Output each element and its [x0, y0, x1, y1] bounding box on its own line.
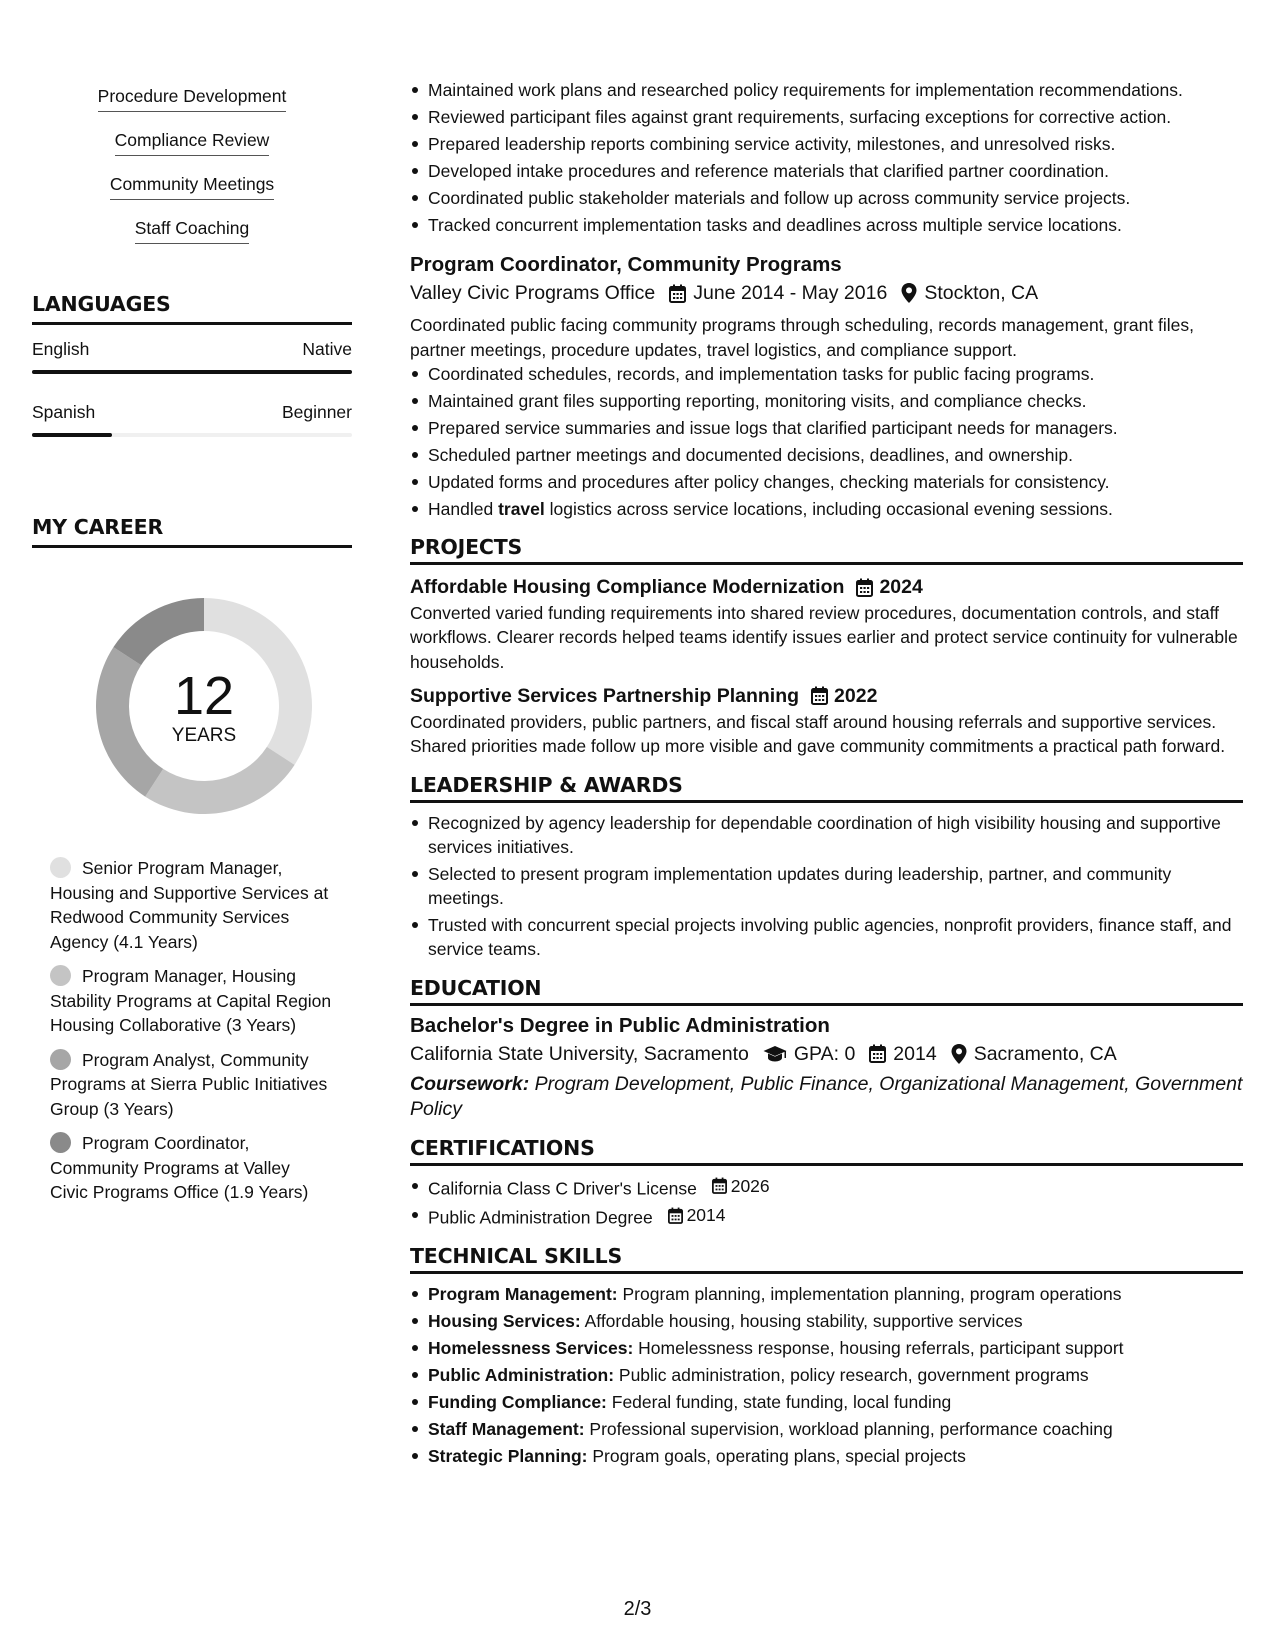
bullet-item: Recognized by agency leadership for dependable coordination of high visibility housing and supportive services initiatives. — [410, 811, 1243, 860]
education-heading: EDUCATION — [410, 976, 1243, 1006]
career-legend — [32, 856, 332, 1205]
legend-dot-icon — [50, 965, 71, 986]
main-content — [410, 78, 1243, 1471]
bullet-item: Maintained grant files supporting reporting, monitoring visits, and compliance checks. — [410, 389, 1243, 413]
project-item — [410, 573, 1243, 674]
strength-item: Community Meetings — [110, 172, 274, 200]
language-proficiency-fill — [32, 433, 112, 437]
project-title: Affordable Housing Compliance Modernization — [410, 576, 845, 599]
job-title: Program Coordinator, Community Programs — [410, 253, 842, 277]
career-legend-text: Program Analyst, Community Programs at Sierra Public Initiatives Group (3 Years) — [50, 1049, 328, 1119]
skill-label: Homelessness Services: — [428, 1338, 634, 1359]
skill-value: Homelessness response, housing referrals, participant support — [633, 1338, 1124, 1359]
language-english — [32, 339, 352, 374]
strength-item: Staff Coaching — [135, 216, 249, 244]
gpa: GPA: 0 — [793, 1042, 856, 1065]
bullet-item: Selected to present program implementation updates during leadership, partner, and community meetings. — [410, 862, 1243, 911]
coursework-label: Coursework: — [410, 1072, 530, 1095]
projects-heading: PROJECTS — [410, 535, 1243, 565]
bullet-bold-text: travel — [498, 498, 545, 519]
job-bullets — [410, 362, 1243, 521]
language-proficiency-bar — [32, 433, 352, 437]
career-total-label: YEARS — [171, 725, 237, 746]
career-donut-chart — [84, 586, 324, 826]
calendar-icon — [811, 686, 828, 705]
career-legend-text: Program Manager, Housing Stability Programs at Capital Region Housing Collaborative (3 Years) — [50, 966, 332, 1035]
career-legend-item — [50, 1131, 332, 1205]
bullet-item: Prepared service summaries and issue logs that clarified participant needs for managers. — [410, 416, 1243, 440]
bullet-item: Prepared leadership reports combining service activity, milestones, and unresolved risks. — [410, 132, 1243, 156]
strengths-list — [32, 84, 352, 260]
bullet-item — [410, 497, 1243, 521]
language-level: Beginner — [281, 402, 352, 422]
project-year: 2024 — [879, 576, 923, 599]
calendar-icon — [669, 284, 686, 303]
bullet-item: Coordinated public stakeholder materials and follow up across community service projects. — [410, 186, 1243, 210]
skill-item — [410, 1336, 1243, 1360]
calendar-icon — [856, 578, 873, 597]
bullet-item: Scheduled partner meetings and documented decisions, deadlines, and ownership. — [410, 443, 1243, 467]
skill-item — [410, 1417, 1243, 1441]
language-spanish — [32, 402, 352, 437]
skill-label: Housing Services: — [428, 1311, 581, 1332]
bullet-item: Trusted with concurrent special projects involving public agencies, nonprofit providers, finance staff, and service teams. — [410, 913, 1243, 962]
certification-year: 2014 — [686, 1205, 726, 1226]
skill-label: Staff Management: — [428, 1419, 585, 1440]
bullet-item: Developed intake procedures and reference materials that clarified partner coordination. — [410, 159, 1243, 183]
education-meta — [410, 1040, 1243, 1068]
skill-item — [410, 1390, 1243, 1414]
skill-item — [410, 1444, 1243, 1468]
skill-item — [410, 1309, 1243, 1333]
page-number: 2/3 — [623, 1598, 652, 1620]
certification-name: California Class C Driver's License — [428, 1178, 697, 1199]
map-pin-icon — [951, 1044, 967, 1064]
skill-label: Program Management: — [428, 1284, 618, 1305]
calendar-icon — [869, 1044, 886, 1063]
language-proficiency-bar — [32, 370, 352, 374]
certification-item — [410, 1174, 1243, 1201]
bullet-text: logistics across service locations, including occasional evening sessions. — [544, 498, 1113, 519]
job-company: Valley Civic Programs Office — [410, 282, 656, 305]
school-location: Sacramento, CA — [973, 1042, 1117, 1065]
project-description: Coordinated providers, public partners, and fiscal staff around housing referrals and supportive services. Shared priorities made follow up more visible and gave community commitments a practical path forward. — [410, 711, 1226, 757]
job-description: Coordinated public facing community programs through scheduling, records management, grant files, partner meetings, procedure updates, travel logistics, and compliance support. — [410, 315, 1195, 360]
job-meta — [410, 279, 1243, 307]
skill-value: Program goals, operating plans, special projects — [587, 1446, 966, 1467]
legend-dot-icon — [50, 1049, 71, 1070]
career-legend-item — [50, 964, 332, 1038]
language-proficiency-fill — [32, 370, 352, 374]
sidebar — [32, 84, 352, 1215]
certification-year: 2026 — [730, 1175, 770, 1196]
project-item — [410, 682, 1243, 759]
certification-item — [410, 1203, 1243, 1230]
technical-skills-list — [410, 1282, 1243, 1468]
skill-value: Program planning, implementation planning, program operations — [617, 1284, 1122, 1305]
degree-title: Bachelor's Degree in Public Administration — [410, 1013, 830, 1037]
language-name: Spanish — [32, 402, 96, 422]
coursework-text: Program Development, Public Finance, Organizational Management, Government Policy — [410, 1072, 1243, 1120]
skill-value: Public administration, policy research, government programs — [614, 1365, 1089, 1386]
strength-item: Compliance Review — [115, 128, 270, 156]
bullet-item: Maintained work plans and researched policy requirements for implementation recommendations. — [410, 78, 1243, 102]
certification-name: Public Administration Degree — [428, 1207, 653, 1228]
skill-label: Funding Compliance: — [428, 1392, 607, 1413]
skill-label: Public Administration: — [428, 1365, 615, 1386]
skill-value: Affordable housing, housing stability, supportive services — [580, 1311, 1023, 1332]
graduation-year: 2014 — [893, 1042, 937, 1065]
language-level: Native — [302, 339, 352, 359]
leadership-bullets — [410, 811, 1243, 962]
skill-item — [410, 1363, 1243, 1387]
school-name: California State University, Sacramento — [410, 1042, 749, 1065]
skill-item — [410, 1282, 1243, 1306]
career-legend-text: Program Coordinator, Community Programs at Valley Civic Programs Office (1.9 Years) — [50, 1133, 309, 1202]
certifications-list — [410, 1174, 1243, 1231]
legend-dot-icon — [50, 1132, 71, 1153]
career-total-number: 12 — [173, 666, 235, 726]
calendar-icon — [668, 1207, 683, 1224]
previous-job-bullets — [410, 78, 1243, 237]
strength-item: Procedure Development — [98, 84, 287, 112]
languages-heading: LANGUAGES — [32, 292, 352, 325]
skill-value: Professional supervision, workload planning, performance coaching — [584, 1419, 1113, 1440]
legend-dot-icon — [50, 857, 71, 878]
certifications-heading: CERTIFICATIONS — [410, 1136, 1243, 1166]
career-legend-text: Senior Program Manager, Housing and Supportive Services at Redwood Community Services Agency (4.1 Years) — [50, 858, 329, 952]
technical-skills-heading: TECHNICAL SKILLS — [410, 1244, 1243, 1274]
calendar-icon — [712, 1177, 727, 1194]
career-heading: MY CAREER — [32, 515, 352, 548]
leadership-heading: LEADERSHIP & AWARDS — [410, 773, 1243, 803]
skill-label: Strategic Planning: — [428, 1446, 588, 1467]
map-pin-icon — [901, 283, 917, 303]
coursework — [410, 1072, 1243, 1122]
graduation-cap-icon — [763, 1045, 787, 1063]
job-dates: June 2014 - May 2016 — [693, 282, 888, 305]
project-year: 2022 — [834, 684, 878, 707]
bullet-text: Handled — [428, 498, 499, 519]
job-location: Stockton, CA — [924, 282, 1039, 305]
language-name: English — [32, 339, 90, 359]
bullet-item: Tracked concurrent implementation tasks and deadlines across multiple service locations. — [410, 213, 1243, 237]
career-legend-item — [50, 1048, 332, 1122]
bullet-item: Reviewed participant files against grant requirements, surfacing exceptions for corrective action. — [410, 105, 1243, 129]
bullet-item: Updated forms and procedures after policy changes, checking materials for consistency. — [410, 470, 1243, 494]
project-title: Supportive Services Partnership Planning — [410, 684, 800, 707]
project-description: Converted varied funding requirements into shared review procedures, documentation controls, and staff workflows. Clearer records helped teams identify issues earlier and protect service continuity for vulnerable households. — [410, 603, 1238, 672]
bullet-item: Coordinated schedules, records, and implementation tasks for public facing programs. — [410, 362, 1243, 386]
career-legend-item — [50, 856, 332, 954]
skill-value: Federal funding, state funding, local funding — [606, 1392, 952, 1413]
